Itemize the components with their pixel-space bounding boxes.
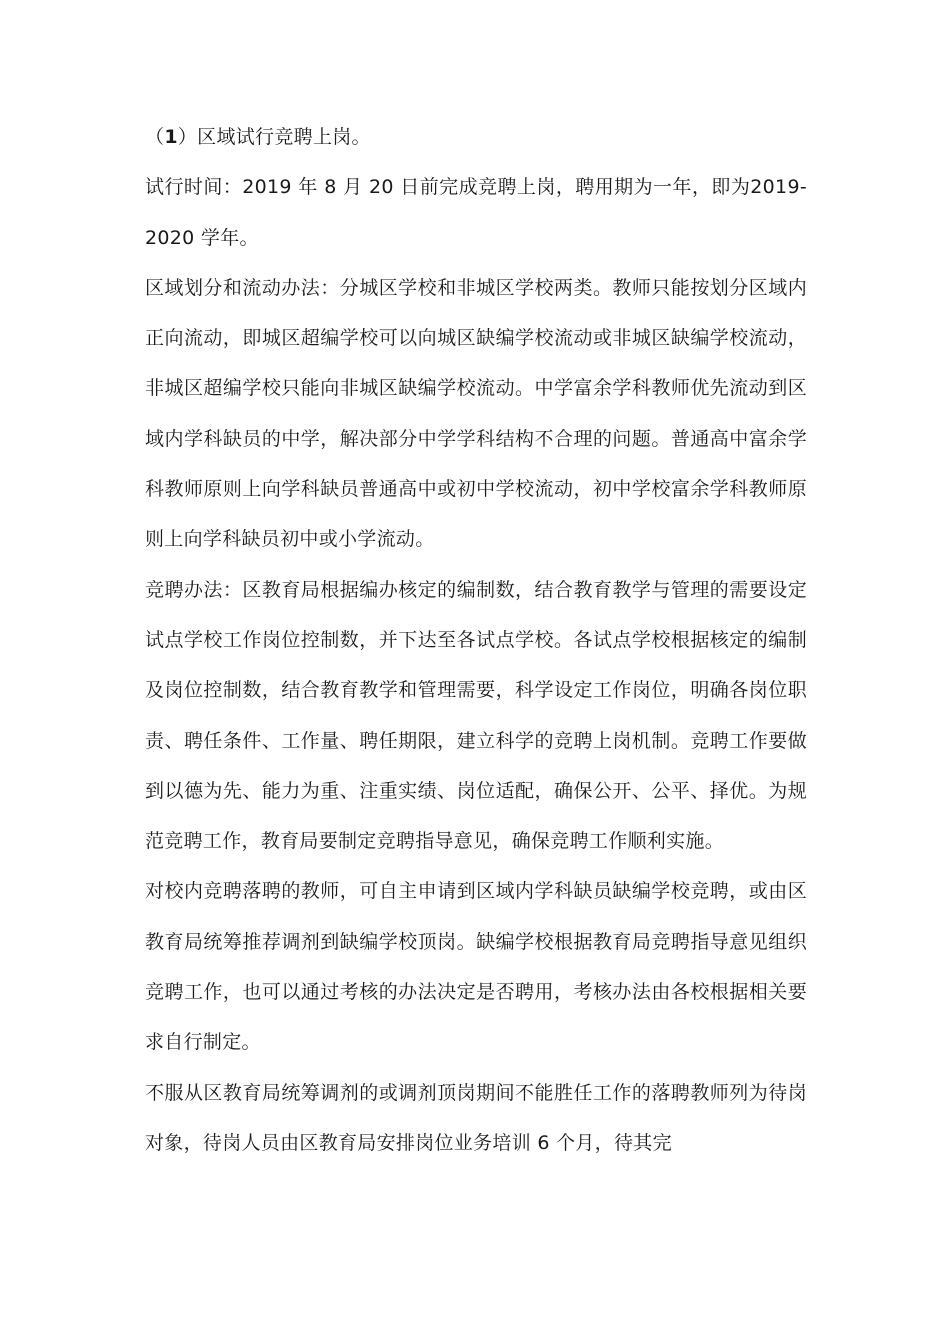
document-body: [145, 112, 807, 1168]
heading-close-paren: ）: [177, 126, 198, 148]
section-title: 区域试行竞聘上岗。: [197, 126, 371, 148]
paragraph-waiting-post: 不服从区教育局统筹调剂的或调剂顶岗期间不能胜任工作的落聘教师列为待岗对象，待岗人员由区教育局安排岗位业务培训 6 个月，待其完: [145, 1081, 807, 1154]
paragraph-unsuccessful-teachers: 对校内竞聘落聘的教师，可自主申请到区域内学科缺员缺编学校竞聘，或由区教育局统筹推荐调剂到缺编学校顶岗。缺编学校根据教育局竞聘指导意见组织竞聘工作，也可以通过考核的办法决定是否聘用，考核办法由各校根据相关要求自行制定。: [145, 880, 807, 1054]
section-heading: [145, 112, 807, 162]
paragraph-competition-method: 竞聘办法：区教育局根据编办核定的编制数，结合教育教学与管理的需要设定试点学校工作岗位控制数，并下达至各试点学校。各试点学校根据核定的编制及岗位控制数，结合教育教学和管理需要，科学设定工作岗位，明确各岗位职责、聘任条件、工作量、聘任期限，建立科学的竞聘上岗机制。竞聘工作要做到以德为先、能力为重、注重实绩、岗位适配，确保公开、公平、择优。为规范竞聘工作，教育局要制定竞聘指导意见，确保竞聘工作顺利实施。: [145, 578, 807, 853]
section-number: 1: [164, 126, 178, 148]
paragraph-trial-time: 试行时间：2019 年 8 月 20 日前完成竞聘上岗，聘用期为一年，即为2019-2020 学年。: [145, 176, 807, 249]
paragraph-region-division: 区域划分和流动办法：分城区学校和非城区学校两类。教师只能按划分区域内正向流动，即城区超编学校可以向城区缺编学校流动或非城区缺编学校流动，非城区超编学校只能向非城区缺编学校流动。中学富余学科教师优先流动到区域内学科缺员的中学，解决部分中学学科结构不合理的问题。普通高中富余学科教师原则上向学科缺员普通高中或初中学校流动，初中学校富余学科教师原则上向学科缺员初中或小学流动。: [145, 276, 807, 551]
heading-open-paren: （: [145, 126, 165, 148]
